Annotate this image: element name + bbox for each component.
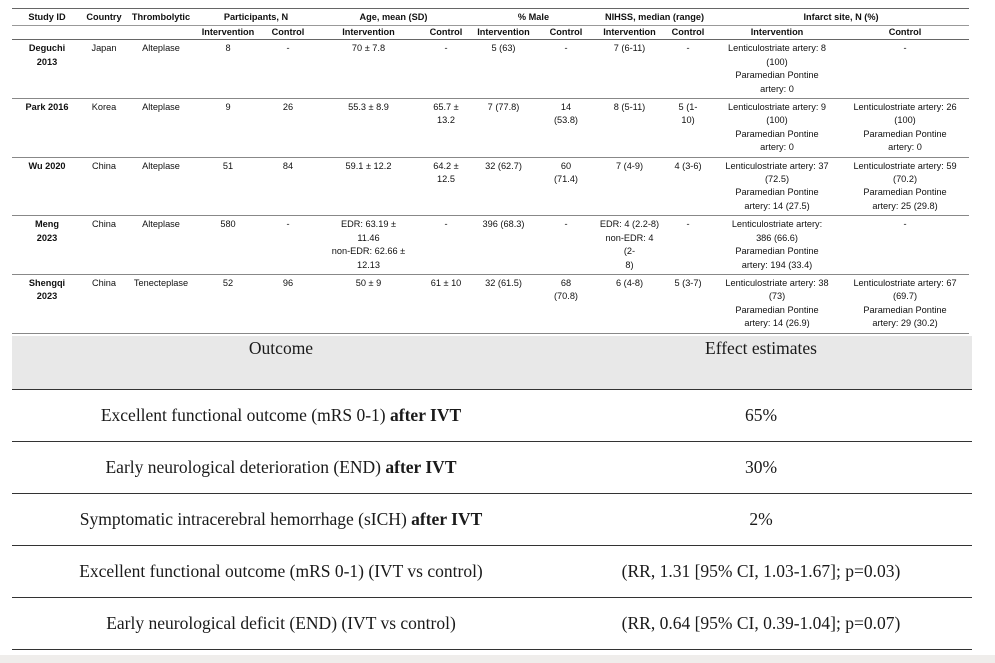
cell-participants-intervention: 8 <box>225 43 231 54</box>
outcome-bold-text: after IVT <box>390 405 462 425</box>
cell-male-control-line: 60 <box>560 160 572 171</box>
header-sub-control: Control <box>663 26 713 40</box>
cell-infarct-control <box>841 40 969 99</box>
cell-age-control <box>421 216 471 275</box>
cell-infarct-intervention-line: Lenticulostriate artery: 37 <box>725 160 829 171</box>
table-row <box>12 157 969 216</box>
cell-participants-intervention: 9 <box>225 102 231 113</box>
cell-nihss-intervention-line: EDR: 4 (2.2-8) <box>599 219 660 230</box>
cell-participants-control: 84 <box>282 160 294 171</box>
header-study-id: Study ID <box>12 9 82 26</box>
cell-nihss-intervention <box>596 274 663 333</box>
outcome-row <box>12 390 972 442</box>
cell-study-id-line: Wu 2020 <box>28 160 66 171</box>
cell-male-control-line: (53.8) <box>553 115 578 126</box>
header-country: Country <box>82 9 126 26</box>
cell-infarct-intervention-line: Paramedian Pontine <box>735 246 819 257</box>
cell-male-control <box>536 40 596 99</box>
header-sub-blank <box>82 26 126 40</box>
cell-thrombolytic: Alteplase <box>142 160 180 171</box>
cell-male-intervention <box>471 274 536 333</box>
cell-age-intervention-line: non-EDR: 62.66 ± <box>331 246 406 257</box>
cell-male-intervention <box>471 216 536 275</box>
effect-estimate-cell: 30% <box>550 442 972 494</box>
cell-infarct-control-line: - <box>903 219 907 230</box>
header-sub-intervention: Intervention <box>713 26 841 40</box>
cell-infarct-control <box>841 157 969 216</box>
cell-age-control-line: 13.2 <box>437 115 455 126</box>
cell-infarct-intervention-line: (73) <box>768 291 786 302</box>
cell-infarct-intervention-line: Paramedian Pontine <box>735 304 819 315</box>
cell-infarct-intervention <box>713 157 841 216</box>
cell-nihss-intervention <box>596 99 663 158</box>
outcome-cell <box>12 390 550 442</box>
cell-infarct-intervention <box>713 40 841 99</box>
cell-study-id-line: Deguchi <box>28 43 66 54</box>
header-sub-intervention: Intervention <box>316 26 421 40</box>
cell-age-control-line: 61 ± 10 <box>430 277 462 288</box>
cell-infarct-intervention <box>713 274 841 333</box>
cell-study-id <box>12 216 82 275</box>
outcome-cell <box>12 494 550 546</box>
cell-study-id <box>12 99 82 158</box>
cell-infarct-intervention <box>713 99 841 158</box>
header-thrombolytic: Thrombolytic <box>126 9 196 26</box>
header-sub-control: Control <box>260 26 316 40</box>
cell-infarct-intervention-line: (100) <box>766 56 788 67</box>
cell-infarct-intervention-line: (100) <box>766 115 788 126</box>
effect-estimate-cell: (RR, 0.64 [95% CI, 0.39-1.04]; p=0.07) <box>550 598 972 650</box>
cell-infarct-control-line: (100) <box>894 115 916 126</box>
cell-age-control-line: 64.2 ± <box>433 160 459 171</box>
cell-nihss-control <box>663 274 713 333</box>
cell-nihss-intervention-line: non-EDR: 4 (2- <box>605 232 654 257</box>
cell-age-control <box>421 99 471 158</box>
cell-study-id <box>12 274 82 333</box>
outcome-row <box>12 442 972 494</box>
header-sub-control: Control <box>536 26 596 40</box>
header-age: Age, mean (SD) <box>316 9 471 26</box>
cell-nihss-intervention <box>596 157 663 216</box>
cell-age-intervention <box>316 99 421 158</box>
cell-thrombolytic: Alteplase <box>142 102 180 113</box>
cell-age-control-line: 12.5 <box>437 174 455 185</box>
cell-infarct-control <box>841 99 969 158</box>
header-row-sub <box>12 26 969 40</box>
cell-age-control-line: - <box>444 219 448 230</box>
header-sub-intervention: Intervention <box>471 26 536 40</box>
cell-age-intervention <box>316 40 421 99</box>
outcome-text: Symptomatic intracerebral hemorrhage (sICH) <box>79 509 412 529</box>
table-row <box>12 216 969 275</box>
cell-nihss-control-line: 4 (3-6) <box>674 160 702 171</box>
cell-infarct-intervention-line: Paramedian Pontine <box>735 187 819 198</box>
cell-infarct-control-line: (69.7) <box>893 291 918 302</box>
cell-study-id-line: 2013 <box>36 56 58 67</box>
cell-country: China <box>91 160 116 171</box>
cell-male-intervention <box>471 157 536 216</box>
header-sub-control: Control <box>421 26 471 40</box>
cell-country: China <box>91 219 116 230</box>
cell-infarct-control-line: Lenticulostriate artery: 26 <box>853 102 957 113</box>
cell-country: China <box>91 277 116 288</box>
cell-age-intervention <box>316 157 421 216</box>
header-nihss: NIHSS, median (range) <box>596 9 713 26</box>
cell-study-id-line: Shengqi <box>28 277 66 288</box>
cell-age-intervention-line: 59.1 ± 12.2 <box>345 160 392 171</box>
cell-male-intervention-line: 5 (63) <box>491 43 516 54</box>
cell-infarct-intervention-line: Lenticulostriate artery: <box>731 219 823 230</box>
cell-study-id-line: Meng <box>35 219 59 230</box>
table-row <box>12 99 969 158</box>
header-sub-intervention: Intervention <box>596 26 663 40</box>
cell-study-id-line: Park 2016 <box>25 102 69 113</box>
cell-infarct-control <box>841 216 969 275</box>
header-effect-estimates: Effect estimates <box>550 336 972 390</box>
outcome-row <box>12 546 972 598</box>
outcome-bold-text: after IVT <box>411 509 483 529</box>
cell-participants-intervention: 51 <box>222 160 234 171</box>
outcome-cell <box>12 546 550 598</box>
cell-age-control-line: 65.7 ± <box>433 102 459 113</box>
cell-infarct-control-line: Paramedian Pontine <box>863 304 947 315</box>
cell-infarct-intervention-line: (72.5) <box>765 174 790 185</box>
cell-male-intervention-line: 32 (62.7) <box>485 160 522 171</box>
cell-participants-control: - <box>286 43 290 54</box>
header-male: % Male <box>471 9 596 26</box>
cell-thrombolytic: Tenecteplase <box>133 277 189 288</box>
cell-participants-intervention: 52 <box>222 277 234 288</box>
cell-nihss-control-line: 5 (1- <box>678 102 698 113</box>
cell-infarct-intervention-line: Paramedian Pontine <box>735 70 819 81</box>
cell-nihss-intervention-line: 7 (6-11) <box>613 43 646 54</box>
effect-estimate-cell: 2% <box>550 494 972 546</box>
cell-infarct-intervention-line: 386 (66.6) <box>756 232 798 243</box>
outcome-row <box>12 598 972 650</box>
header-row-top <box>12 9 969 26</box>
outcome-header-row <box>12 336 972 390</box>
cell-age-intervention <box>316 216 421 275</box>
cell-thrombolytic: Alteplase <box>142 219 180 230</box>
cell-age-control <box>421 40 471 99</box>
cell-male-control <box>536 157 596 216</box>
cell-male-intervention <box>471 99 536 158</box>
cell-country: Korea <box>91 102 117 113</box>
cell-nihss-control-line: - <box>686 43 690 54</box>
header-sub-blank <box>12 26 82 40</box>
cell-nihss-intervention <box>596 40 663 99</box>
cell-age-control <box>421 274 471 333</box>
cell-age-intervention-line: 11.46 <box>357 232 380 243</box>
cell-nihss-intervention-line: 6 (4-8) <box>615 277 644 288</box>
study-table-body <box>12 40 969 333</box>
cell-study-id <box>12 40 82 99</box>
effect-estimate-cell: 65% <box>550 390 972 442</box>
outcome-table <box>12 336 972 650</box>
header-infarct-site: Infarct site, N (%) <box>713 9 969 26</box>
outcome-table-body <box>12 390 972 650</box>
cell-infarct-control-line: Paramedian Pontine <box>863 128 947 139</box>
cell-age-control <box>421 157 471 216</box>
outcome-cell <box>12 598 550 650</box>
cell-nihss-intervention <box>596 216 663 275</box>
cell-male-control-line: 68 <box>560 277 572 288</box>
cell-nihss-control <box>663 216 713 275</box>
cell-participants-control: 96 <box>282 277 294 288</box>
table-row <box>12 40 969 99</box>
cell-infarct-control <box>841 274 969 333</box>
cell-infarct-intervention-line: artery: 14 (26.9) <box>744 318 810 329</box>
cell-age-intervention-line: EDR: 63.19 ± <box>340 219 397 230</box>
cell-infarct-intervention-line: Lenticulostriate artery: 38 <box>725 277 829 288</box>
cell-infarct-control-line: - <box>903 43 907 54</box>
cell-male-control-line: (70.8) <box>553 291 578 302</box>
cell-nihss-control-line: 5 (3-7) <box>674 277 702 288</box>
table-row <box>12 274 969 333</box>
study-characteristics-table <box>12 8 969 334</box>
header-sub-intervention: Intervention <box>196 26 260 40</box>
cell-nihss-control-line: 10) <box>681 115 695 126</box>
outcome-bold-text: after IVT <box>385 457 457 477</box>
cell-male-control <box>536 216 596 275</box>
cell-infarct-intervention-line: Lenticulostriate artery: 9 <box>727 102 827 113</box>
outcome-cell <box>12 442 550 494</box>
outcome-text: Early neurological deficit (END) (IVT vs control) <box>106 613 456 633</box>
cell-male-intervention-line: 32 (61.5) <box>485 277 522 288</box>
cell-male-control-line: - <box>564 43 568 54</box>
cell-male-control <box>536 274 596 333</box>
cell-male-control-line: - <box>564 219 568 230</box>
cell-study-id-line: 2023 <box>36 291 58 302</box>
cell-nihss-intervention-line: 8 (5-11) <box>613 102 646 113</box>
cell-nihss-intervention-line: 8) <box>625 259 634 270</box>
cell-male-intervention-line: 7 (77.8) <box>487 102 520 113</box>
cell-participants-control: - <box>286 219 290 230</box>
cell-infarct-control-line: artery: 25 (29.8) <box>872 200 938 211</box>
cell-male-control <box>536 99 596 158</box>
cell-infarct-control-line: artery: 0 <box>888 142 922 153</box>
effect-estimate-cell: (RR, 1.31 [95% CI, 1.03-1.67]; p=0.03) <box>550 546 972 598</box>
outcome-text: Excellent functional outcome (mRS 0-1) (IVT vs control) <box>79 561 483 581</box>
cell-male-control-line: 14 <box>560 102 572 113</box>
header-sub-blank <box>126 26 196 40</box>
cell-age-control-line: - <box>444 43 448 54</box>
outcome-text: Excellent functional outcome (mRS 0-1) <box>100 405 391 425</box>
cell-age-intervention-line: 12.13 <box>357 259 380 270</box>
cell-nihss-control <box>663 157 713 216</box>
cell-infarct-intervention-line: artery: 0 <box>760 142 794 153</box>
cell-infarct-intervention-line: artery: 14 (27.5) <box>744 200 810 211</box>
cell-nihss-control <box>663 99 713 158</box>
cell-infarct-intervention-line: Lenticulostriate artery: 8 <box>727 43 827 54</box>
cell-nihss-control <box>663 40 713 99</box>
cell-age-intervention-line: 55.3 ± 8.9 <box>348 102 389 113</box>
cell-infarct-intervention-line: artery: 194 (33.4) <box>741 259 813 270</box>
header-participants: Participants, N <box>196 9 316 26</box>
cell-study-id <box>12 157 82 216</box>
cell-infarct-intervention-line: Paramedian Pontine <box>735 128 819 139</box>
cell-male-control-line: (71.4) <box>553 174 578 185</box>
cell-thrombolytic: Alteplase <box>142 43 180 54</box>
header-outcome: Outcome <box>12 336 550 390</box>
cell-infarct-control-line: Paramedian Pontine <box>863 187 947 198</box>
cell-infarct-control-line: (70.2) <box>893 174 918 185</box>
header-sub-control: Control <box>841 26 969 40</box>
bottom-strip <box>0 655 995 663</box>
cell-male-intervention-line: 396 (68.3) <box>482 219 525 230</box>
cell-infarct-control-line: artery: 29 (30.2) <box>872 318 938 329</box>
outcome-row <box>12 494 972 546</box>
cell-country: Japan <box>91 43 117 54</box>
cell-infarct-intervention-line: artery: 0 <box>760 83 794 94</box>
cell-male-intervention <box>471 40 536 99</box>
cell-nihss-intervention-line: 7 (4-9) <box>615 160 644 171</box>
cell-nihss-control-line: - <box>686 219 690 230</box>
cell-age-intervention-line: 50 ± 9 <box>355 277 382 288</box>
cell-infarct-control-line: Lenticulostriate artery: 59 <box>853 160 957 171</box>
cell-participants-control: 26 <box>282 102 294 113</box>
cell-age-intervention <box>316 274 421 333</box>
outcome-text: Early neurological deterioration (END) <box>105 457 386 477</box>
cell-participants-intervention: 580 <box>220 219 236 230</box>
cell-infarct-intervention <box>713 216 841 275</box>
cell-study-id-line: 2023 <box>36 232 58 243</box>
cell-age-intervention-line: 70 ± 7.8 <box>351 43 386 54</box>
cell-infarct-control-line: Lenticulostriate artery: 67 <box>853 277 957 288</box>
